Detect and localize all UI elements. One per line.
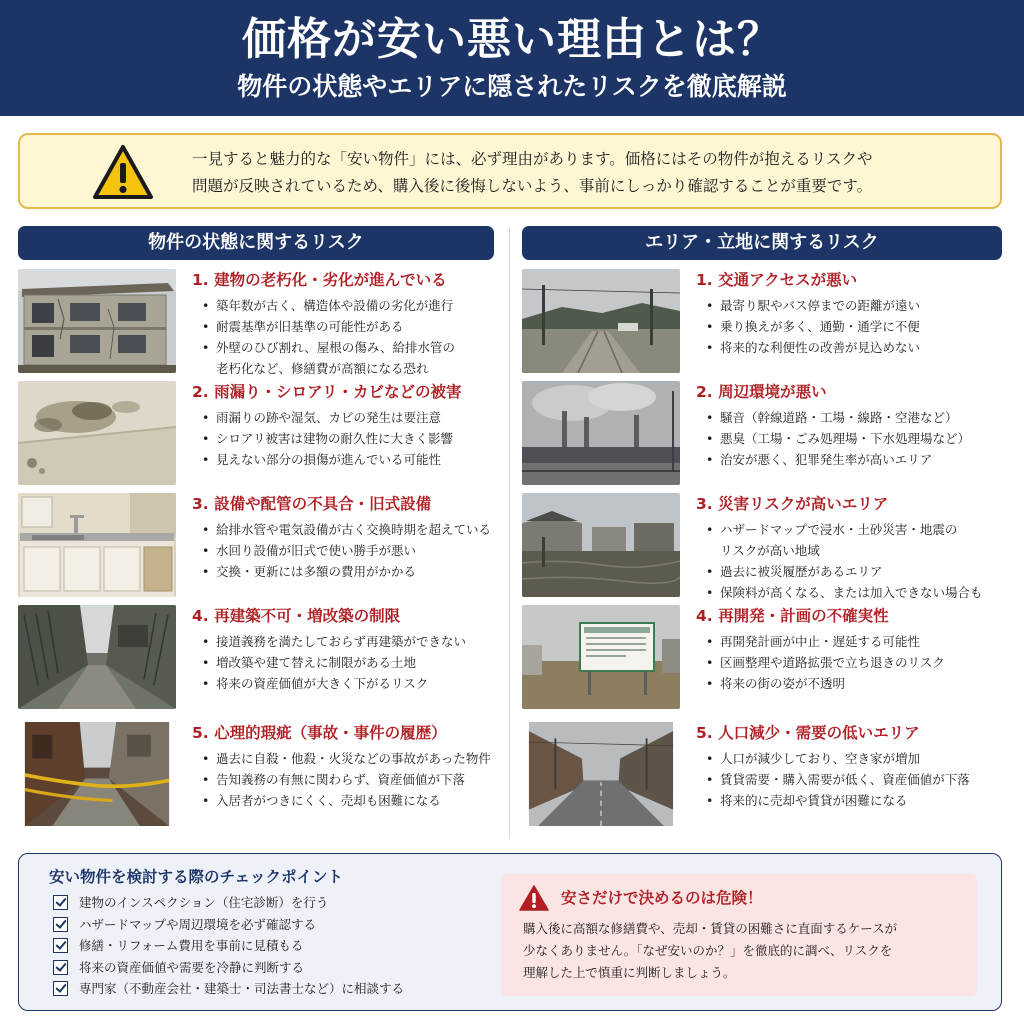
checkpoint-item <box>53 978 404 1000</box>
risk-item-rebuild-restriction <box>18 605 498 717</box>
column-divider <box>509 228 510 838</box>
risk-bullet <box>202 337 455 379</box>
risk-item-bad-environment <box>522 381 1002 493</box>
risk-item-redevelopment <box>522 605 1002 717</box>
warning-triangle-icon <box>92 144 154 200</box>
risk-bullet-continuation: 老朽化など、修繕費が高額になる恐れ <box>216 361 429 376</box>
narrow-alley-photo <box>18 605 176 709</box>
checkbox-checked-icon <box>53 895 68 910</box>
risk-bullet: • 人口が減少しており、空き家が増加 <box>706 748 970 769</box>
checkpoint-item <box>53 957 404 979</box>
risk-bullet: • 雨漏りの跡や湿気、カビの発生は要注意 <box>202 407 453 428</box>
aging-building-photo <box>18 269 176 373</box>
danger-title: 安さだけで決めるのは危険！ <box>561 889 763 907</box>
rural-tracks-photo <box>522 269 680 373</box>
risk-bullet: • 最寄り駅やバス停までの距離が遠い <box>706 295 920 316</box>
checkbox-checked-icon <box>53 960 68 975</box>
risk-bullet-list <box>202 748 491 811</box>
risk-item-title: 1. 交通アクセスが悪い <box>696 271 858 289</box>
risk-bullet-text: ハザードマップで浸水・土砂災害・地震の <box>720 522 958 537</box>
checkpoint-item <box>53 935 404 957</box>
risk-bullet-list <box>706 519 983 603</box>
risk-item-title: 3. 災害リスクが高いエリア <box>696 495 889 513</box>
risk-item-leak-termite-mold <box>18 381 498 493</box>
danger-line: 少なくありません。「なぜ安いのか？」を徹底的に調べ、リスクを <box>523 943 893 958</box>
risk-bullet-list <box>706 748 970 811</box>
risk-item-title: 3. 設備や配管の不具合・旧式設備 <box>192 495 432 513</box>
checkpoint-list <box>53 892 404 1000</box>
warning-triangle-icon <box>519 885 549 911</box>
risk-bullet: • 耐震基準が旧基準の可能性がある <box>202 316 455 337</box>
mold-ceiling-photo <box>18 381 176 485</box>
risk-bullet: • 告知義務の有無に関わらず、資産価値が下落 <box>202 769 491 790</box>
risk-bullet-list <box>202 519 491 582</box>
checkpoint-text: ハザードマップや周辺環境を必ず確認する <box>79 916 317 932</box>
checkpoint-item <box>53 892 404 914</box>
notice-box <box>18 133 1002 209</box>
risk-bullet: • 過去に被災履歴があるエリア <box>706 561 983 582</box>
risk-bullet-list <box>706 407 970 470</box>
risk-bullet: • 過去に自殺・他殺・火災などの事故があった物件 <box>202 748 491 769</box>
danger-warning-box <box>501 874 977 996</box>
checkpoint-text: 専門家（不動産会社・建築士・司法書士など）に相談する <box>79 981 405 996</box>
vacant-lot-sign-photo <box>522 605 680 709</box>
risk-item-disaster-risk <box>522 493 1002 605</box>
risk-item-title: 5. 人口減少・需要の低いエリア <box>696 724 920 742</box>
risk-bullet-list <box>202 631 466 694</box>
risk-bullet: • シロアリ被害は建物の耐久性に大きく影響 <box>202 428 453 449</box>
risk-bullet: • 将来的な利便性の改善が見込めない <box>706 337 920 358</box>
checkpoint-text: 修繕・リフォーム費用を事前に見積もる <box>79 938 304 953</box>
risk-bullet: • 見えない部分の損傷が進んでいる可能性 <box>202 449 453 470</box>
risk-bullet: • 治安が悪く、犯罪発生率が高いエリア <box>706 449 970 470</box>
notice-text <box>192 146 992 200</box>
danger-line: 購入後に高額な修繕費や、売却・賃貸の困難さに直面するケースが <box>523 921 898 936</box>
risk-item-title: 5. 心理的瑕疵（事故・事件の履歴） <box>192 724 447 742</box>
risk-bullet: • 再開発計画が中止・遅延する可能性 <box>706 631 945 652</box>
page-title: 価格が安い悪い理由とは？ <box>242 14 782 65</box>
risk-bullet-list <box>202 295 455 379</box>
danger-line: 理解した上で慎重に判断しましょう。 <box>523 965 736 980</box>
taped-alley-photo <box>18 722 176 826</box>
risk-item-title: 4. 再建築不可・増改築の制限 <box>192 607 401 625</box>
risk-bullet: • 将来の資産価値が大きく下がるリスク <box>202 673 466 694</box>
factory-smoke-photo <box>522 381 680 485</box>
left-column-title: 物件の状態に関するリスク <box>18 226 494 260</box>
risk-item-poor-access <box>522 269 1002 381</box>
risk-item-title: 1. 建物の老朽化・劣化が進んでいる <box>192 271 447 289</box>
danger-text <box>523 918 963 984</box>
risk-item-old-equipment <box>18 493 498 605</box>
risk-bullet: • 保険料が高くなる、または加入できない場合も <box>706 582 983 603</box>
risk-bullet: • 将来的に売却や賃貸が困難になる <box>706 790 970 811</box>
risk-bullet-list <box>706 295 920 358</box>
checkpoint-title: 安い物件を検討する際のチェックポイント <box>49 868 344 886</box>
risk-item-title: 4. 再開発・計画の不確実性 <box>696 607 889 625</box>
risk-bullet-list <box>706 631 945 694</box>
checkbox-checked-icon <box>53 917 68 932</box>
risk-bullet: • 給排水管や電気設備が古く交換時期を超えている <box>202 519 491 540</box>
risk-bullet: • 接道義務を満たしておらず再建築ができない <box>202 631 466 652</box>
page-subtitle: 物件の状態やエリアに隠されたリスクを徹底解説 <box>237 72 787 101</box>
checkpoint-text: 建物のインスペクション（住宅診断）を行う <box>79 895 329 910</box>
notice-line: 問題が反映されているため、購入後に後悔しないよう、事前にしっかり確認することが重要です。 <box>192 177 873 195</box>
risk-bullet: • 入居者がつきにくく、売却も困難になる <box>202 790 491 811</box>
notice-line: 一見すると魅力的な「安い物件」には、必ず理由があります。価格にはその物件が抱えるリスクや <box>192 150 873 168</box>
flooded-town-photo <box>522 493 680 597</box>
risk-bullet: • 水回り設備が旧式で使い勝手が悪い <box>202 540 491 561</box>
risk-bullet: • 築年数が古く、構造体や設備の劣化が進行 <box>202 295 455 316</box>
risk-bullet: • 乗り換えが多く、通勤・通学に不便 <box>706 316 920 337</box>
risk-bullet: • 賃貸需要・購入需要が低く、資産価値が下落 <box>706 769 970 790</box>
risk-bullet: • 交換・更新には多額の費用がかかる <box>202 561 491 582</box>
risk-item-title: 2. 雨漏り・シロアリ・カビなどの被害 <box>192 383 462 401</box>
empty-street-photo <box>522 722 680 826</box>
risk-item-title: 2. 周辺環境が悪い <box>696 383 827 401</box>
risk-bullet: • 騒音（幹線道路・工場・線路・空港など） <box>706 407 970 428</box>
risk-bullet <box>706 519 983 561</box>
page-header <box>0 0 1024 116</box>
old-kitchen-photo <box>18 493 176 597</box>
checkpoint-panel <box>18 853 1002 1011</box>
risk-item-depopulation <box>522 722 1002 834</box>
checkpoint-text: 将来の資産価値や需要を冷静に判断する <box>79 959 305 975</box>
risk-item-psychological-defect <box>18 722 498 834</box>
checkpoint-item <box>53 914 404 936</box>
checkbox-checked-icon <box>53 981 68 996</box>
risk-bullet: • 区画整理や道路拡張で立ち退きのリスク <box>706 652 945 673</box>
risk-bullet: • 将来の街の姿が不透明 <box>706 673 945 694</box>
risk-bullet-text: 外壁のひび割れ、屋根の傷み、給排水管の <box>216 340 456 355</box>
risk-bullet-continuation: リスクが高い地域 <box>720 543 820 558</box>
risk-bullet: • 増改築や建て替えに制限がある土地 <box>202 652 466 673</box>
risk-bullet: • 悪臭（工場・ごみ処理場・下水処理場など） <box>706 428 970 449</box>
risk-bullet-list <box>202 407 453 470</box>
right-column-title: エリア・立地に関するリスク <box>522 226 1002 260</box>
risk-item-aging-building <box>18 269 498 381</box>
checkbox-checked-icon <box>53 938 68 953</box>
